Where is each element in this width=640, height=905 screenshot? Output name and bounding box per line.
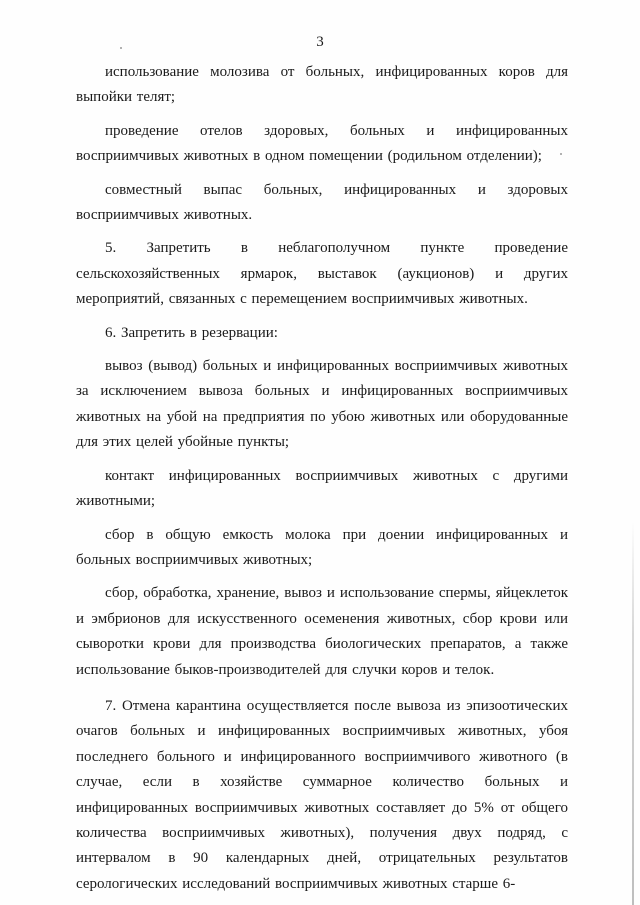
paragraph-grazing: совместный выпас больных, инфицированных и здоровых восприимчивых животных. [76, 181, 568, 224]
paragraph-item-7: 7. Отмена карантина осуществляется после вывоза из эпизоотических очагов больных и инфицированных восприимчивых животных, убоя последнего больного и инфицированного восприимчивого животного (в случае, если в хозяйстве суммарное количество больных и инфицированных восприимчивых животных составляет до 5% от общего количества восприимчивых животных), получения двух подряд, с интервалом в 90 календарных дней, отрицательных результатов серологических исследований восприимчивых животных старше 6- [76, 697, 568, 892]
document-body [76, 60, 568, 905]
page-number: 3 [316, 34, 324, 50]
paragraph-item-5: 5. Запретить в неблагополучном пункте проведение сельскохозяйственных ярмарок, выставок (аукционов) и других мероприятий, связанных с перемещением восприимчивых животных. [76, 240, 568, 308]
scan-speck [120, 47, 122, 49]
paragraph-sperm: сбор, обработка, хранение, вывоз и использование спермы, яйцеклеток и эмбрионов для искусственного осеменения животных, сбор крови или сыворотки крови для производства биологических препаратов, а также использование быков-производителей для случки коров и телок. [76, 585, 568, 678]
scan-edge-shadow [632, 520, 634, 905]
paragraph-contact: контакт инфицированных восприимчивых животных с другими животными; [76, 467, 568, 510]
scan-speck [560, 153, 562, 155]
paragraph-export: вывоз (вывод) больных и инфицированных восприимчивых животных за исключением вывоза больных и инфицированных восприимчивых животных на убой на предприятия по убою животных или оборудованные для этих целей убойные пункты; [76, 358, 568, 451]
paragraph-item-6: 6. Запретить в резервации: [105, 324, 278, 341]
paragraph-calving: проведение отелов здоровых, больных и инфицированных восприимчивых животных в одном помещении (родильном отделении); [76, 122, 568, 165]
paragraph-milk: сбор в общую емкость молока при доении инфицированных и больных восприимчивых животных; [76, 526, 568, 568]
paragraph-colostrum: использование молозива от больных, инфицированных коров для выпойки телят; [76, 64, 568, 106]
